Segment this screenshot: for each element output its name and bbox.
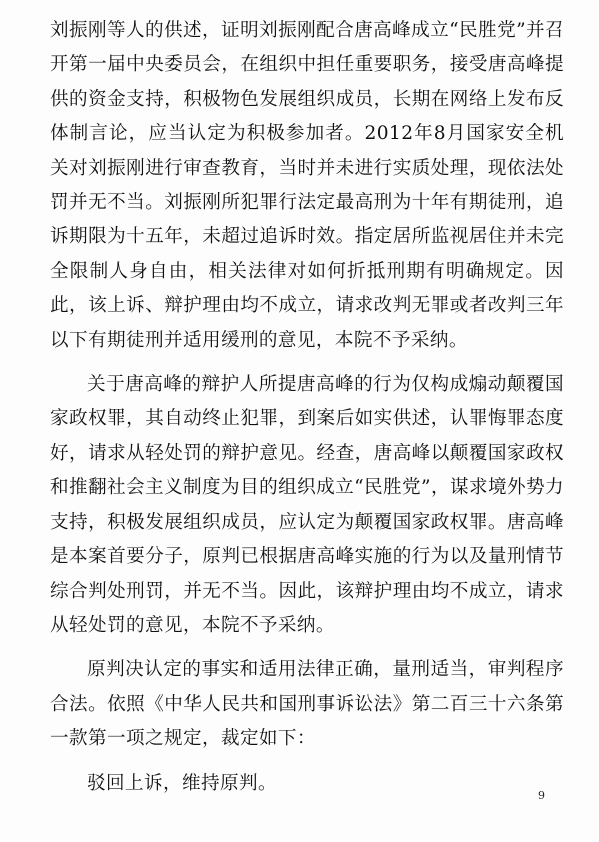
page-number: 9 <box>538 789 545 802</box>
paragraph-2: 关于唐高峰的辩护人所提唐高峰的行为仅构成煽动颠覆国家政权罪，其自动终止犯罪，到案后如实供述，认罪悔罪态度好，请求从轻处罚的辩护意见。经查，唐高峰以颠覆国家政权和推翻社会主义制度为目的组织成立“民胜党”，谋求境外势力支持，积极发展组织成员，应认定为颠覆国家政权罪。唐高峰是本案首要分子，原判已根据唐高峰实施的行为以及量刑情节综合判处刑罚，并无不当。因此，该辩护理由均不成立，请求从轻处罚的意见，本院不予采纳。 <box>50 374 564 636</box>
document-body <box>50 14 564 801</box>
paragraph-3: 原判决认定的事实和适用法律正确，量刑适当，审判程序合法。依照《中华人民共和国刑事诉讼法》第二百三十六条第一款第一项之规定，裁定如下： <box>50 659 564 750</box>
paragraph-1: 刘振刚等人的供述，证明刘振刚配合唐高峰成立“民胜党”并召开第一届中央委员会，在组织中担任重要职务，接受唐高峰提供的资金支持，积极物色发展组织成员，长期在网络上发布反体制言论，应当认定为积极参加者。2012年8月国家安全机关对刘振刚进行审查教育，当时并未进行实质处理，现依法处罚并无不当。刘振刚所犯罪行法定最高刑为十年有期徒刑，追诉期限为十五年，未超过追诉时效。指定居所监视居住并未完全限制人身自由，相关法律对如何折抵刑期有明确规定。因此，该上诉、辩护理由均不成立，请求改判无罪或者改判三年以下有期徒刑并适用缓刑的意见，本院不予采纳。 <box>50 20 564 351</box>
paragraph-4: 驳回上诉，维持原判。 <box>87 772 277 794</box>
